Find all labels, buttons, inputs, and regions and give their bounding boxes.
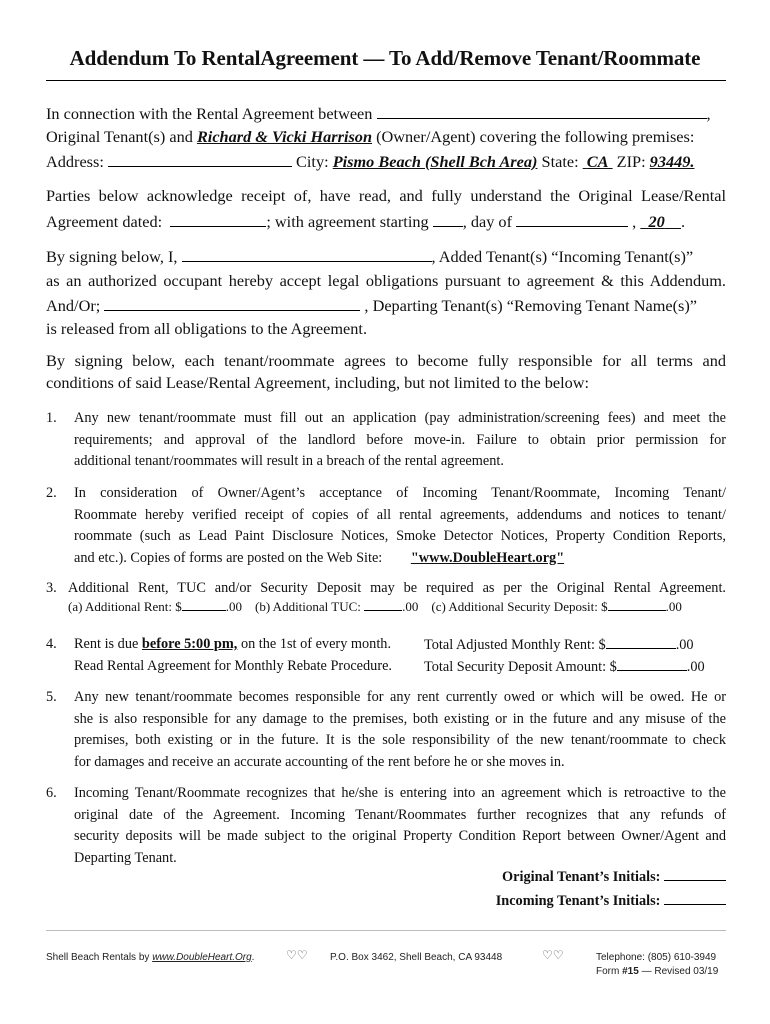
intro-line-2: Original Tenant(s) and Richard & Vicki Harrison (Owner/Agent) covering the following premises: (46, 127, 695, 146)
zip-value: 93449. (649, 152, 695, 171)
agreement-parties-field[interactable] (377, 103, 707, 119)
address-field[interactable] (108, 151, 292, 167)
responsible-line-2: conditions of said Lease/Rental Agreement, including, but not limited to the below: (46, 373, 590, 392)
responsible-line-1: By signing below, each tenant/roommate agrees to become fully responsible for all terms and (46, 351, 726, 370)
double-heart-icon: ♡♡ (286, 948, 308, 962)
footer-company: Shell Beach Rentals by www.DoubleHeart.Org. (46, 952, 255, 963)
departing-tenant-name-field[interactable] (104, 295, 360, 311)
agreement-date-field[interactable] (170, 211, 266, 227)
signing-line-1: By signing below, I, , Added Tenant(s) “Incoming Tenant(s)” (46, 247, 694, 266)
incoming-tenant-initials: Incoming Tenant’s Initials: (460, 890, 726, 910)
starting-day-field[interactable] (433, 211, 463, 227)
starting-month-field[interactable] (516, 211, 628, 227)
list-item-3-fees: (a) Additional Rent: $ .00 (b) Additional TUC: .00 (c) Additional Security Deposit: $ .00 (68, 599, 682, 614)
intro-line-3: Address: City: Pismo Beach (Shell Bch Area) State: CA ZIP: 93449. (46, 152, 695, 171)
website-link[interactable]: "www.DoubleHeart.org" (410, 549, 565, 566)
double-heart-icon: ♡♡ (542, 948, 564, 962)
form-title: Addendum To RentalAgreement — To Add/Remove Tenant/Roommate (69, 46, 701, 70)
parties-line-2: Agreement dated: ; with agreement starting , day of , 20 . (46, 212, 686, 231)
footer-link[interactable]: www.DoubleHeart.Org (152, 952, 252, 963)
original-tenant-initials: Original Tenant’s Initials: (460, 866, 726, 886)
form-page: Addendum To RentalAgreement — To Add/Remove Tenant/Roommate In connection with the Rental Agreement between , Original Tenant(s) and Richard & Vicki Harrison (Owner/Agent) covering the following premises: Address: City: Pismo Beach (Shell Bch Area) State: CA ZIP: 93449. Parties below acknowledge receipt of, have read, and fully understand the Original Lease/Rental Agreement dated: ; with agreement starting , day of , 20 . By signing below, I, , Added Tenant(s) “Incoming Tenant(s)” as an authorized occupant hereby accept legal obligations pursuant to agreement & this Addendum. And/Or; , Departing Tenant(s) “Removing Tenant Name(s)” is released from all obligations to the Agreement. By signing below, each tenant/roommate agrees to become fully responsible for all terms and conditions of said Lease/Rental Agreement, including, but not limited to the below: 1. Any new tenant/roommate must fill out an application (pay administration/screening fees) and meet the requirements; and approval of the landlord before move-in. Failure to obtain prior permission for additional tenant/roommates will result in a breach of the rental agreement. 2. In consideration of Owner/Agent’s acceptance of Incoming Tenant/Roommate, Incoming Tenant/ Roommate hereby verified receipt of copies of all rental agreements, addendums and notices to tenant/ roommate (such as Lead Paint Disclosure Notices, Smoke Detector Notices, Property Condition Reports, and etc.). Copies of forms are posted on the Web Site: "www.DoubleHeart.org" 3. Additional Rent, TUC and/or Security Deposit may be required as per the Original Rental Agreement. (a) Additional Rent: $ .00 (b) Additional TUC: .00 (c) Additional Security Deposit: $ .00 4. Rent is due before 5:00 pm, on the 1st of every month. Total Adjusted Monthly Rent: $ .00 Read Rental Agreement for Monthly Rebate Procedure. Total Security Deposit Amount: $ .00 5. Any new tenant/roommate becomes responsible for any rent currently owed or which will be owed. He or she is also responsible for any damage to the premises, both existing or in the future and any misuse of the premises, both existing or in the future. It is the sole responsibility of the new tenant/roommate to check for damages and receive an accurate accounting of the rent before he or she moves in. 6. Incoming Tenant/Roommate recognizes that he/she is entering into an agreement which is retroactive to the original date of the Agreement. Incoming Tenant/Roommates further recognizes that any refunds of security deposits will be made subject to the original Property Condition Report between Owner/Agent and Departing Tenant. Original Tenant’s Initials: Incoming Tenant’s Initials: Shell Beach Rentals by www.DoubleHeart.Org. ♡♡ P.O. Box 3462, Shell Beach, CA 93448 ♡♡ Telephone: (805) 610-3949 Form #15 — Revised 03/19 (0, 0, 770, 1024)
title-divider (46, 80, 726, 81)
signing-line-4: is released from all obligations to the Agreement. (46, 319, 368, 338)
additional-deposit-field[interactable] (608, 598, 666, 611)
original-initials-field[interactable] (664, 866, 726, 881)
intro-line-1: In connection with the Rental Agreement between , (46, 104, 711, 123)
city-value: Pismo Beach (Shell Bch Area) (332, 152, 538, 171)
incoming-tenant-name-field[interactable] (182, 246, 432, 262)
rent-due-time: before 5:00 pm, (141, 636, 238, 652)
signing-line-3: And/Or; , Departing Tenant(s) “Removing Tenant Name(s)” (46, 296, 698, 315)
footer-form-number: Form #15 — Revised 03/19 (596, 966, 719, 977)
additional-tuc-field[interactable] (364, 598, 402, 611)
incoming-initials-field[interactable] (664, 890, 726, 905)
owner-name: Richard & Vicki Harrison (196, 127, 373, 146)
footer-divider (46, 930, 726, 931)
state-value: CA (586, 152, 609, 171)
year-field[interactable]: 20 (648, 212, 665, 231)
total-deposit-field[interactable] (617, 656, 687, 671)
footer-phone: Telephone: (805) 610-3949 (596, 952, 717, 963)
total-rent-field[interactable] (606, 634, 676, 649)
signing-line-2: as an authorized occupant hereby accept legal obligations pursuant to agreement & this Addendum. (46, 271, 726, 290)
parties-line-1: Parties below acknowledge receipt of, have read, and fully understand the Original Lease/Rental (46, 186, 726, 205)
footer-address: P.O. Box 3462, Shell Beach, CA 93448 (330, 952, 503, 963)
additional-rent-field[interactable] (182, 598, 226, 611)
